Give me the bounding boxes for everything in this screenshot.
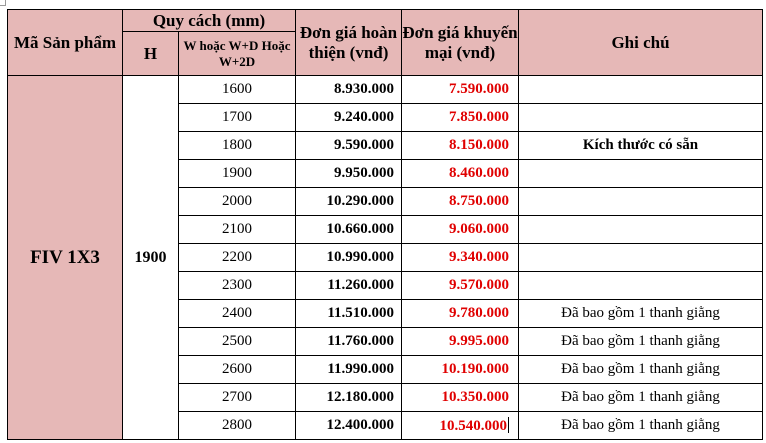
width-cell[interactable]: 2600 <box>179 356 296 384</box>
price-promo-cell[interactable]: 8.750.000 <box>402 188 519 216</box>
price-finished-cell[interactable]: 11.990.000 <box>296 356 402 384</box>
price-finished-cell[interactable]: 9.590.000 <box>296 132 402 160</box>
note-cell[interactable] <box>519 76 763 104</box>
note-cell[interactable] <box>519 160 763 188</box>
note-cell[interactable]: Đã bao gồm 1 thanh giằng <box>519 412 763 440</box>
note-cell[interactable] <box>519 104 763 132</box>
width-cell[interactable]: 2400 <box>179 300 296 328</box>
price-finished-cell[interactable]: 8.930.000 <box>296 76 402 104</box>
header-height[interactable]: H <box>123 32 179 76</box>
price-finished-cell[interactable]: 9.240.000 <box>296 104 402 132</box>
header-note[interactable]: Ghi chú <box>519 10 763 76</box>
width-cell[interactable]: 2700 <box>179 384 296 412</box>
table-row <box>8 76 763 104</box>
note-cell[interactable]: Đã bao gồm 1 thanh giằng <box>519 328 763 356</box>
width-cell[interactable]: 1700 <box>179 104 296 132</box>
width-cell[interactable]: 2100 <box>179 216 296 244</box>
price-finished-cell[interactable]: 12.180.000 <box>296 384 402 412</box>
price-promo-cell[interactable]: 8.150.000 <box>402 132 519 160</box>
header-price-promo[interactable]: Đơn giá khuyến mại (vnđ) <box>402 10 519 76</box>
price-promo-cell[interactable]: 10.190.000 <box>402 356 519 384</box>
header-price-finished[interactable]: Đơn giá hoàn thiện (vnđ) <box>296 10 402 76</box>
width-cell[interactable]: 2000 <box>179 188 296 216</box>
note-cell[interactable]: Đã bao gồm 1 thanh giằng <box>519 356 763 384</box>
note-cell[interactable]: Kích thước có sẵn <box>519 132 763 160</box>
width-cell[interactable]: 2500 <box>179 328 296 356</box>
price-finished-cell[interactable]: 11.260.000 <box>296 272 402 300</box>
price-finished-cell[interactable]: 11.760.000 <box>296 328 402 356</box>
price-promo-cell[interactable]: 7.850.000 <box>402 104 519 132</box>
price-promo-cell[interactable]: 10.540.000 <box>402 412 519 440</box>
price-finished-cell[interactable]: 11.510.000 <box>296 300 402 328</box>
price-promo-cell[interactable]: 7.590.000 <box>402 76 519 104</box>
width-cell[interactable]: 2300 <box>179 272 296 300</box>
note-cell[interactable] <box>519 216 763 244</box>
price-promo-cell[interactable]: 8.460.000 <box>402 160 519 188</box>
header-width[interactable]: W hoặc W+D Hoặc W+2D <box>179 32 296 76</box>
price-finished-cell[interactable]: 10.660.000 <box>296 216 402 244</box>
price-promo-cell[interactable]: 9.340.000 <box>402 244 519 272</box>
width-cell[interactable]: 2200 <box>179 244 296 272</box>
price-promo-cell[interactable]: 9.995.000 <box>402 328 519 356</box>
price-finished-cell[interactable]: 10.990.000 <box>296 244 402 272</box>
width-cell[interactable]: 2800 <box>179 412 296 440</box>
note-cell[interactable] <box>519 244 763 272</box>
width-cell[interactable]: 1600 <box>179 76 296 104</box>
width-cell[interactable]: 1900 <box>179 160 296 188</box>
note-cell[interactable]: Đã bao gồm 1 thanh giằng <box>519 384 763 412</box>
price-promo-cell[interactable]: 9.570.000 <box>402 272 519 300</box>
price-promo-cell[interactable]: 9.780.000 <box>402 300 519 328</box>
price-finished-cell[interactable]: 9.950.000 <box>296 160 402 188</box>
price-promo-cell[interactable]: 9.060.000 <box>402 216 519 244</box>
note-cell[interactable] <box>519 272 763 300</box>
cell-anchor-mark <box>0 0 6 6</box>
text-cursor <box>508 417 509 433</box>
product-code-cell[interactable]: FIV 1X3 <box>8 76 123 440</box>
price-finished-cell[interactable]: 12.400.000 <box>296 412 402 440</box>
price-table <box>7 9 763 440</box>
price-finished-cell[interactable]: 10.290.000 <box>296 188 402 216</box>
height-cell[interactable]: 1900 <box>123 76 179 440</box>
width-cell[interactable]: 1800 <box>179 132 296 160</box>
header-product-code[interactable]: Mã Sản phẩm <box>8 10 123 76</box>
header-spec[interactable]: Quy cách (mm) <box>123 10 296 32</box>
note-cell[interactable] <box>519 188 763 216</box>
price-promo-cell[interactable]: 10.350.000 <box>402 384 519 412</box>
note-cell[interactable]: Đã bao gồm 1 thanh giằng <box>519 300 763 328</box>
